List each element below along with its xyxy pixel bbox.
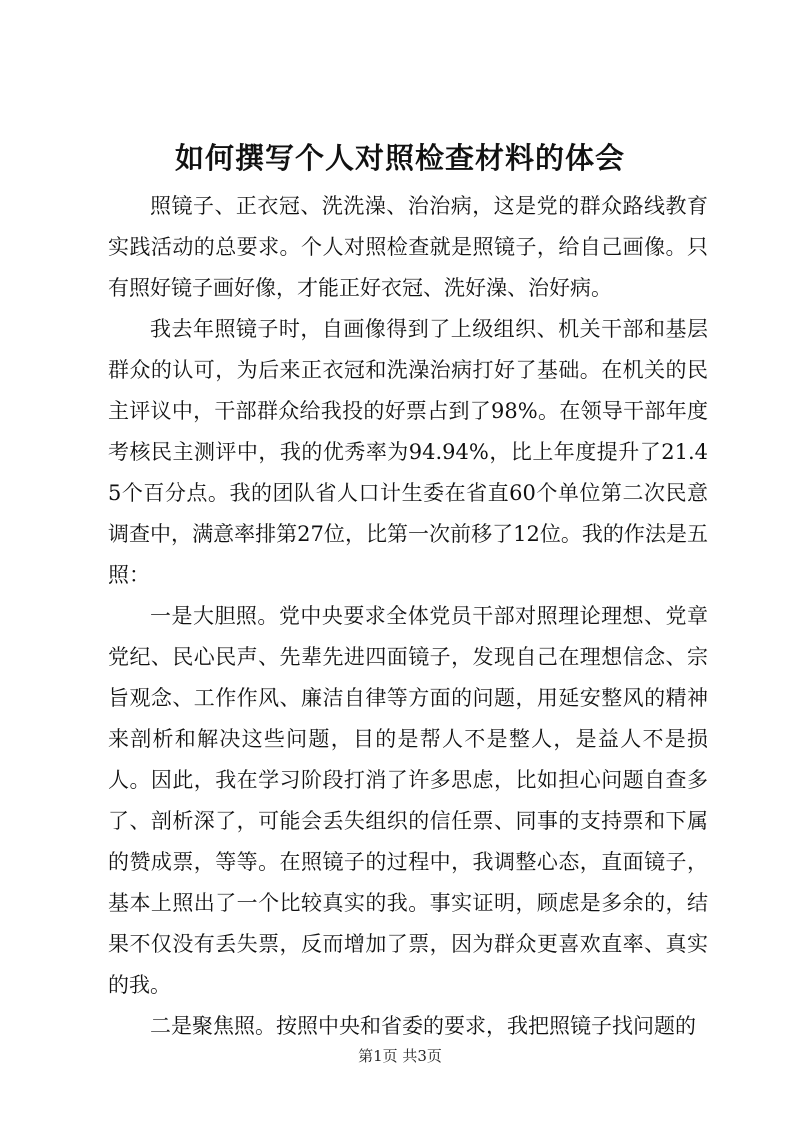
- page-footer: 第1页 共3页: [358, 1047, 442, 1065]
- paragraph-4: 二是聚焦照。按照中央和省委的要求，我把照镜子找问题的: [150, 1014, 696, 1038]
- paragraph-2: 我去年照镜子时，自画像得到了上级组织、机关干部和基层群众的认可，为后来正衣冠和洗澡治病打好了基础。在机关的民主评议中，干部群众给我投的好票占到了98%。在领导干部年度考核民主测评中，我的优秀率为94.94%，比上年度提升了21.45个百分点。我的团队省人口计生委在省直60个单位第二次民意调查中，满意率排第27位，比第一次前移了12位。我的作法是五照：: [108, 317, 708, 587]
- paragraph-3: 一是大胆照。党中央要求全体党员干部对照理论理想、党章党纪、民心民声、先辈先进四面镜子，发现自己在理想信念、宗旨观念、工作作风、廉洁自律等方面的问题，用延安整风的精神来剖析和解决这些问题，目的是帮人不是整人，是益人不是损人。因此，我在学习阶段打消了许多思虑，比如担心问题自查多了、剖析深了，可能会丢失组织的信任票、同事的支持票和下属的赞成票，等等。在照镜子的过程中，我调整心态，直面镜子，基本上照出了一个比较真实的我。事实证明，顾虑是多余的，结果不仅没有丢失票，反而增加了票，因为群众更喜欢直率、真实的我。: [108, 604, 708, 997]
- document-title: 如何撰写个人对照检查材料的体会: [174, 141, 625, 175]
- document-body: [108, 186, 708, 1047]
- paragraph-1: 照镜子、正衣冠、洗洗澡、治治病，这是党的群众路线教育实践活动的总要求。个人对照检查就是照镜子，给自己画像。只有照好镜子画好像，才能正好衣冠、洗好澡、治好病。: [108, 194, 708, 300]
